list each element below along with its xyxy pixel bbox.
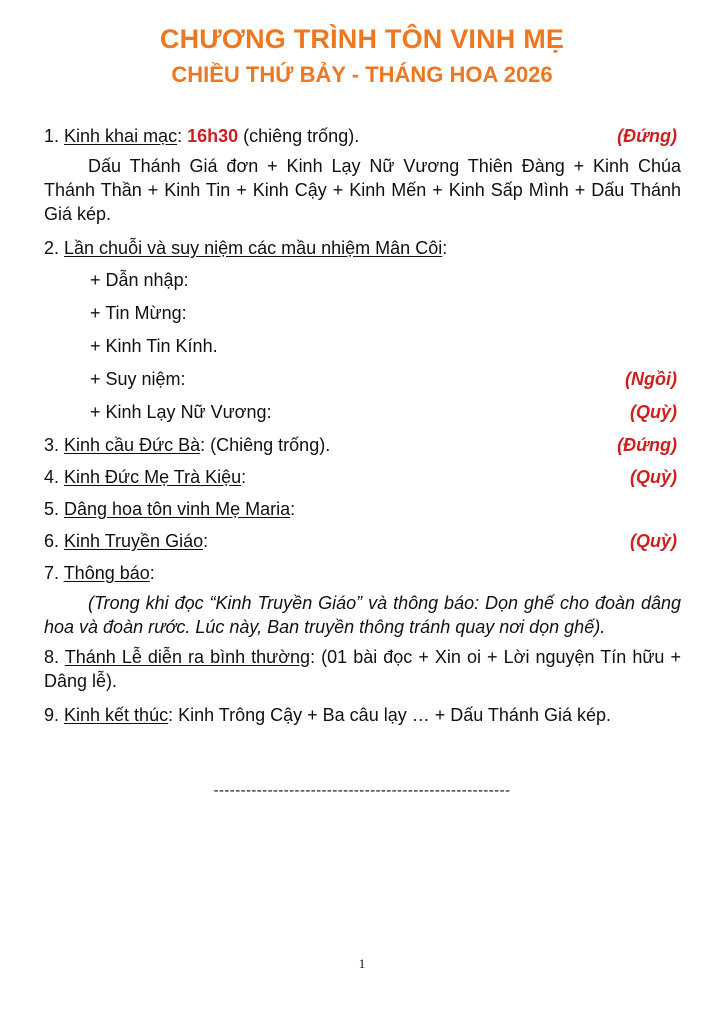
program-item-1 [44, 120, 681, 152]
posture-label: (Ngồi) [625, 369, 677, 389]
item-title: Kinh Truyền Giáo [64, 531, 204, 551]
item-number: 6. [44, 531, 65, 551]
program-item-2 [44, 232, 681, 264]
item-detail: : (01 bài đọc + Xin oi + Lời nguyện Tín hữu + Dâng lễ). [44, 647, 681, 691]
sub-item-text: + Kinh Lạy Nữ Vương: [90, 402, 272, 422]
item-detail: : (Chiêng trống). [200, 435, 331, 455]
document-subtitle: CHIỀU THỨ BẢY - THÁNG HOA 2026 [171, 62, 553, 87]
item-title: Dâng hoa tôn vinh Mẹ Maria [64, 499, 291, 519]
item-detail: : [149, 563, 155, 583]
item-title: Kinh cầu Đức Bà [64, 435, 201, 455]
item-colon: : [177, 126, 188, 146]
item-number: 7. [44, 563, 64, 583]
sub-item-creed [44, 330, 681, 363]
item-number: 3. [44, 435, 65, 455]
sub-item-gospel [44, 297, 681, 330]
item-7-note: (Trong khi đọc “Kinh Truyền Giáo” và thông báo: Dọn ghế cho đoàn dâng hoa và đoàn rước. Lúc này, Ban truyền thông tránh quay nơi dọn ghế). [44, 593, 681, 637]
item-detail: : [203, 531, 209, 551]
sub-item-text: + Kinh Tin Kính. [90, 336, 218, 356]
item-colon: : [442, 238, 448, 258]
item-detail: : [290, 499, 296, 519]
item-title: Kinh kết thúc [64, 705, 169, 725]
program-item-4 [44, 461, 681, 493]
item-title: Kinh Đức Mẹ Trà Kiệu [64, 467, 242, 487]
divider-line: ------------------------------------------------------- [213, 782, 511, 799]
start-time: 16h30 [187, 126, 239, 146]
program-item-9 [44, 699, 681, 731]
item-number: 2. [44, 238, 65, 258]
item-title: Thánh Lễ diễn ra bình thường [64, 647, 311, 667]
posture-label: (Quỳ) [630, 531, 677, 551]
item-number: 5. [44, 499, 65, 519]
item-title: Kinh khai mạc [64, 126, 178, 146]
program-item-5 [44, 493, 681, 525]
item-title: Lần chuỗi và suy niệm các mầu nhiệm Mân Côi [64, 238, 443, 258]
item-1-description: Dấu Thánh Giá đơn + Kinh Lạy Nữ Vương Thiên Đàng + Kinh Chúa Thánh Thần + Kinh Tin + Kinh Cậy + Kinh Mến + Kinh Sấp Mình + Dấu Thánh Giá kép. [44, 156, 681, 224]
posture-label: (Đứng) [617, 435, 677, 455]
item-title: Thông báo [63, 563, 150, 583]
posture-label: (Quỳ) [630, 467, 677, 487]
document-title: CHƯƠNG TRÌNH TÔN VINH MẸ [159, 24, 565, 54]
program-item-6 [44, 525, 681, 557]
posture-label: (Đứng) [617, 126, 677, 146]
program-item-3 [44, 429, 681, 461]
item-detail: : Kinh Trông Cậy + Ba câu lạy … + Dấu Thánh Giá kép. [168, 705, 611, 725]
item-detail: (chiêng trống). [238, 126, 360, 146]
sub-item-text: + Suy niệm: [90, 369, 186, 389]
program-list [44, 120, 681, 731]
item-detail: : [241, 467, 247, 487]
item-number: 8. [44, 647, 65, 667]
item-number: 1. [44, 126, 65, 146]
sub-item-intro [44, 264, 681, 297]
program-item-7 [44, 557, 681, 589]
posture-label: (Quỳ) [630, 402, 677, 422]
sub-item-text: + Dẫn nhập: [90, 270, 189, 290]
item-number: 4. [44, 467, 65, 487]
sub-item-hail-holy-queen [44, 396, 681, 429]
sub-item-meditation [44, 363, 681, 396]
program-item-8 [44, 645, 681, 693]
page-number: 1 [358, 956, 366, 971]
item-number: 9. [44, 705, 65, 725]
sub-item-text: + Tin Mừng: [90, 303, 187, 323]
